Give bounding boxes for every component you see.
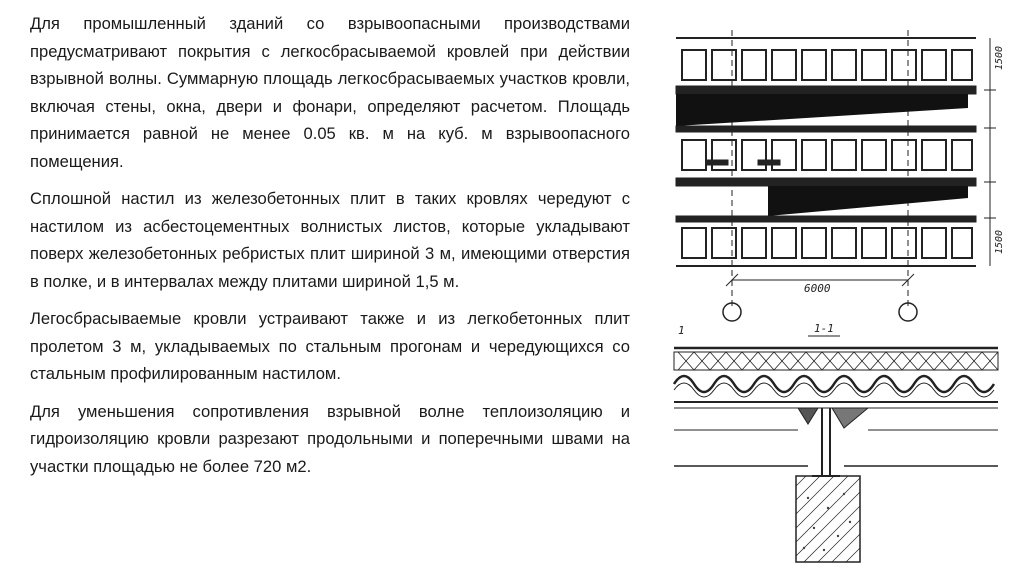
- slab-row-1: [682, 50, 972, 80]
- dim-label-top: 1500: [994, 45, 1005, 70]
- roof-drawing: [668, 28, 1008, 568]
- text-column: [30, 10, 630, 490]
- roof-drawing-svg: [668, 28, 1008, 568]
- roof-plan: [676, 30, 996, 321]
- paragraph-1: Для промышленный зданий со взрывоопасными производствами предусматривают покрытия с легкосбрасываемой кровлей при действии взрывной волны. Суммарную площадь легкосбрасываемых участков кровли, включая стены, окна, двери и фонари, определяют расчетом. Площадь принимается равной не менее 0.05 кв. м на куб. м взрывоопасного помещения.: [30, 14, 630, 171]
- dim-label-span: 6000: [804, 282, 831, 295]
- dim-label-bottom: 1500: [994, 229, 1005, 254]
- section-label: 1-1: [814, 322, 834, 335]
- paragraph-4: Для уменьшения сопротивления взрывной волне теплоизоляцию и гидроизоляцию кровли разрезают продольными и поперечными швами на участки площадью не более 720 м2.: [30, 401, 630, 476]
- slab-row-3: [682, 228, 972, 258]
- marker-label: 1: [678, 324, 685, 337]
- paragraph-3: Легосбрасываемые кровли устраивают также и из легкобетонных плит пролетом 3 м, укладываемых по стальным прогонам и чередующихся со стальным профилированным настилом.: [30, 309, 630, 383]
- slab-row-2: [682, 140, 972, 170]
- roof-section: [674, 348, 998, 562]
- paragraph-2: Сплошной настил из железобетонных плит в таких кровлях чередуют с настилом из асбестоцементных волнистых листов, которые укладывают поверх железобетонных ребристых плит шириной 3 м, имеющими отверстия в полке, и в интервалах между плитами шириной 1,5 м.: [30, 189, 630, 291]
